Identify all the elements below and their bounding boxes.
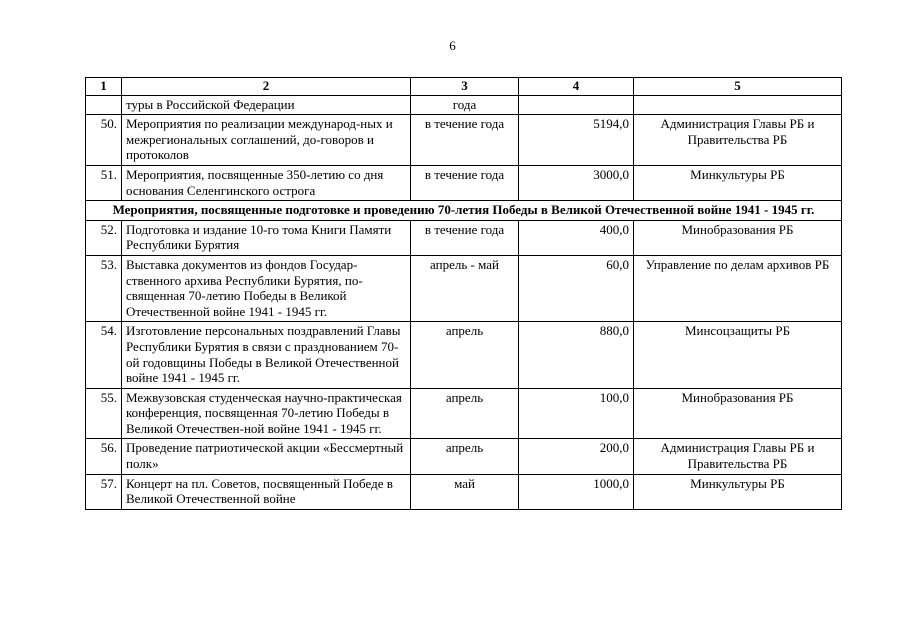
table-section	[86, 201, 842, 221]
event-period: года	[411, 95, 519, 115]
table-body-bottom	[86, 220, 842, 509]
event-amount: 400,0	[519, 220, 634, 255]
table-row	[86, 388, 842, 439]
event-amount: 880,0	[519, 322, 634, 388]
section-row	[86, 201, 842, 221]
event-amount: 3000,0	[519, 165, 634, 200]
row-number	[86, 95, 122, 115]
event-name: Концерт на пл. Советов, посвященный Победе в Великой Отечественной войне	[122, 474, 411, 509]
event-amount	[519, 95, 634, 115]
event-amount: 1000,0	[519, 474, 634, 509]
event-period: апрель - май	[411, 255, 519, 321]
row-number: 54.	[86, 322, 122, 388]
event-name: Проведение патриотической акции «Бессмертный полк»	[122, 439, 411, 474]
event-period: май	[411, 474, 519, 509]
event-period: апрель	[411, 388, 519, 439]
event-name: Межвузовская студенческая научно-практическая конференция, посвященная 70-летию Победы в Великой Отечествен-ной войне 1941 - 1945 гг.	[122, 388, 411, 439]
responsible-body: Минкультуры РБ	[634, 474, 842, 509]
event-name: Выставка документов из фондов Государ-ственного архива Республики Бурятия, по-священная 70-летию Победы в Великой Отечественной войне 1941 - 1945 гг.	[122, 255, 411, 321]
event-period: в течение года	[411, 165, 519, 200]
event-amount: 60,0	[519, 255, 634, 321]
event-amount: 200,0	[519, 439, 634, 474]
table-row	[86, 255, 842, 321]
row-number: 52.	[86, 220, 122, 255]
event-amount: 100,0	[519, 388, 634, 439]
section-title: Мероприятия, посвященные подготовке и проведению 70-летия Победы в Великой Отечественной войне 1941 - 1945 гг.	[86, 201, 842, 221]
event-name: Подготовка и издание 10-го тома Книги Памяти Республики Бурятия	[122, 220, 411, 255]
table-row	[86, 220, 842, 255]
event-name: туры в Российской Федерации	[122, 95, 411, 115]
row-number: 57.	[86, 474, 122, 509]
row-number: 55.	[86, 388, 122, 439]
event-period: в течение года	[411, 115, 519, 166]
responsible-body: Администрация Главы РБ и Правительства РБ	[634, 439, 842, 474]
header-col-3: 3	[411, 78, 519, 96]
table-row	[86, 322, 842, 388]
responsible-body: Минобразования РБ	[634, 388, 842, 439]
responsible-body: Минкультуры РБ	[634, 165, 842, 200]
table-row	[86, 165, 842, 200]
responsible-body: Минсоцзащиты РБ	[634, 322, 842, 388]
event-period: апрель	[411, 322, 519, 388]
table-row	[86, 474, 842, 509]
responsible-body	[634, 95, 842, 115]
event-name: Изготовление персональных поздравлений Главы Республики Бурятия в связи с празднованием 70-ой годовщины Победы в Великой Отечественной войне 1941 - 1945 гг.	[122, 322, 411, 388]
header-col-4: 4	[519, 78, 634, 96]
responsible-body: Минобразования РБ	[634, 220, 842, 255]
row-number: 50.	[86, 115, 122, 166]
event-name: Мероприятия, посвященные 350-летию со дня основания Селенгинского острога	[122, 165, 411, 200]
row-number: 53.	[86, 255, 122, 321]
event-name: Мероприятия по реализации международ-ных и межрегиональных соглашений, до-говоров и протоколов	[122, 115, 411, 166]
row-number: 56.	[86, 439, 122, 474]
table-body-top	[86, 95, 842, 201]
header-col-2: 2	[122, 78, 411, 96]
event-period: апрель	[411, 439, 519, 474]
event-amount: 5194,0	[519, 115, 634, 166]
responsible-body: Администрация Главы РБ и Правительства РБ	[634, 115, 842, 166]
header-col-1: 1	[86, 78, 122, 96]
header-col-5: 5	[634, 78, 842, 96]
table-row	[86, 95, 842, 115]
row-number: 51.	[86, 165, 122, 200]
page-number: 6	[449, 38, 456, 53]
event-period: в течение года	[411, 220, 519, 255]
table-row	[86, 439, 842, 474]
header-row	[86, 78, 842, 96]
table-row	[86, 115, 842, 166]
events-table	[85, 77, 842, 510]
responsible-body: Управление по делам архивов РБ	[634, 255, 842, 321]
